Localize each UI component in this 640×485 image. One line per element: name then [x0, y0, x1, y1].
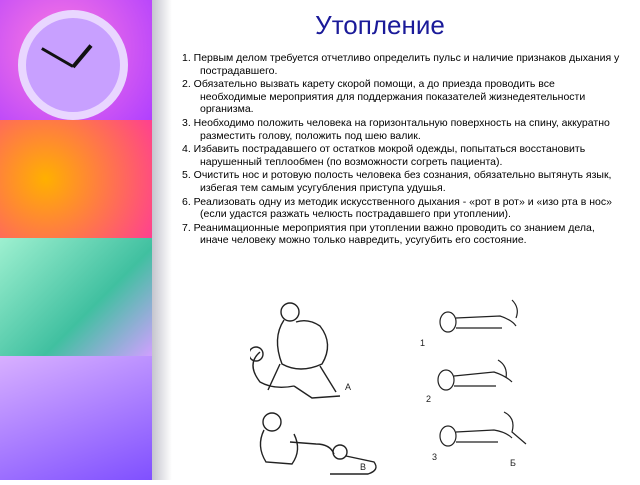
figure-label-a: А: [345, 382, 352, 392]
strip-shadow: [152, 0, 172, 480]
decor-panel-violet: [0, 356, 152, 480]
decor-panel-purple: [0, 0, 152, 120]
first-aid-sketch: [250, 294, 640, 480]
figure-v-sketch: [260, 413, 376, 474]
list-item: 5. Очистить нос и ротовую полость человека без сознания, обязательно вытянуть язык, избегая тем самым усугубления приступа удушья.: [182, 169, 612, 194]
decorative-strip: [0, 0, 152, 480]
figure-b-sketch: [438, 300, 526, 446]
steps-list: [182, 52, 622, 248]
figure-a-sketch: [250, 303, 340, 398]
decor-panel-green: [0, 238, 152, 356]
decor-panel-orange: [0, 120, 152, 238]
figure-label-1: 1: [420, 338, 426, 348]
list-item: 3. Необходимо положить человека на горизонтальную поверхность на спину, аккуратно разместить голову, положить под шею валик.: [182, 116, 610, 142]
list-item: 2. Обязательно вызвать карету скорой помощи, а до приезда проводить все необходимые мероприятия для поддержания показателей жизнедеятельности организма.: [182, 78, 586, 116]
page-title: Утопление: [315, 10, 445, 40]
figure-label-3: 3: [432, 452, 438, 462]
resuscitation-illustrations: [250, 294, 640, 480]
list-item: 1. Первым делом требуется отчетливо определить пульс и наличие признаков дыхания у пострадавшего.: [182, 52, 620, 77]
clock-hand: [71, 44, 92, 68]
figure-label-2: 2: [426, 394, 432, 404]
list-item: 6. Реализовать одну из методик искусственного дыхания - «рот в рот» и «изо рта в нос» (если удастся разжать челюсть пострадавшего при утоплении).: [182, 195, 612, 221]
list-item: 4. Избавить пострадавшего от остатков мокрой одежды, попытаться восстановить нарушенный теплообмен (по возможности согреть пациента).: [182, 143, 586, 168]
clock-icon: [18, 10, 128, 120]
figure-label-b: Б: [510, 458, 516, 468]
clock-hand: [41, 47, 74, 68]
figure-label-v: В: [360, 462, 367, 472]
list-item: 7. Реанимационные мероприятия при утоплении важно проводить со знанием дела, иначе человеку можно только навредить, усугубить его состояние.: [182, 221, 595, 247]
